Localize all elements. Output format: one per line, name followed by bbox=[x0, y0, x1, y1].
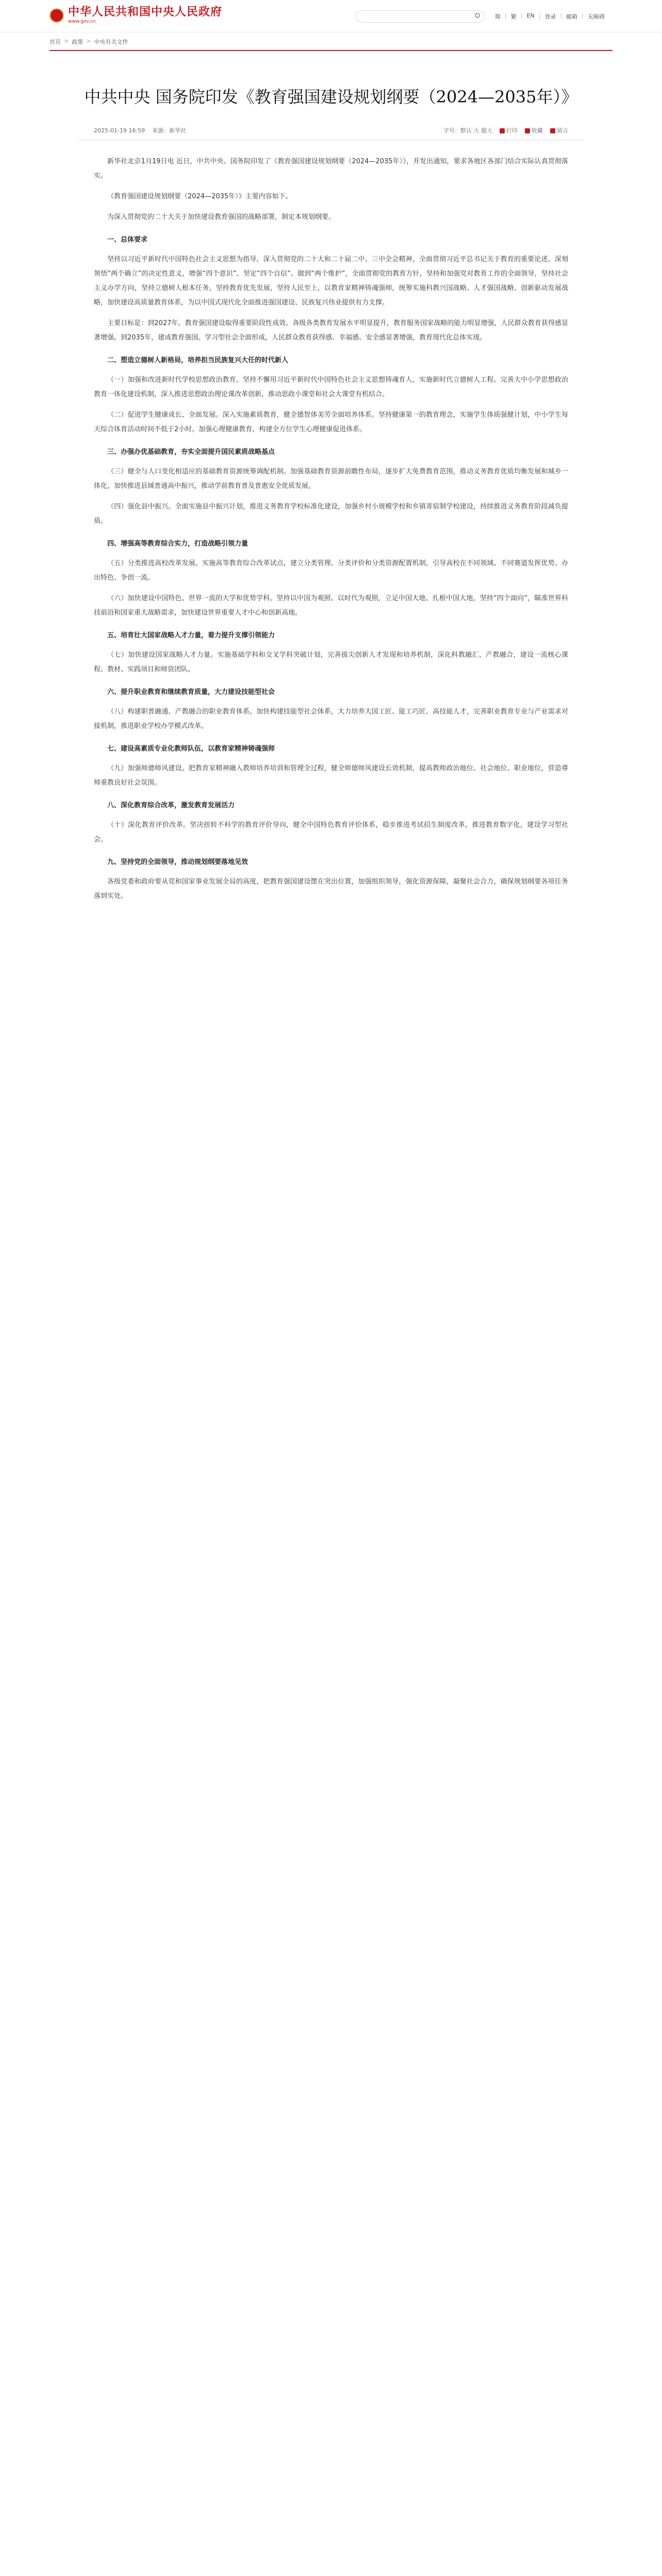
section-heading: 七、建设高素质专业化教师队伍，以教育家精神铸魂强师 bbox=[107, 745, 275, 753]
article-meta bbox=[78, 126, 584, 134]
paragraph: （八）构建职普融通、产教融合的职业教育体系。加快构建技能型社会体系，大力培养大国工匠、能工巧匠、高技能人才，完善职业教育专业与产业需求对接机制，推进职业学校办学模式改革。 bbox=[94, 708, 568, 730]
comment-button[interactable]: 留言 bbox=[550, 126, 568, 134]
section-heading: 四、增强高等教育综合实力，打造战略引领力量 bbox=[107, 540, 249, 548]
article-source: 来源：新华社 bbox=[152, 127, 187, 134]
paragraph: 《教育强国建设规划纲要（2024—2035年）》主要内容如下。 bbox=[107, 193, 292, 200]
site-logo[interactable] bbox=[49, 6, 222, 25]
paragraph: （九）加强师德师风建设。把教育家精神融入教师培养培训和管理全过程，健全师德师风建设长效机制，提高教师政治地位、社会地位、职业地位，营造尊师重教良好社会氛围。 bbox=[94, 765, 568, 787]
paragraph: 新华社北京1月19日电 近日，中共中央、国务院印发了《教育强国建设规划纲要（2024—2035年）》，并发出通知，要求各地区各部门结合实际认真贯彻落实。 bbox=[94, 158, 568, 180]
paragraph: （四）强化县中振兴。全面实施县中振兴计划，推进义务教育学校标准化建设，加强乡村小规模学校和乡镇寄宿制学校建设，持续推进义务教育阶段减负提质。 bbox=[94, 503, 568, 525]
breadcrumb: 首页 > 政策 > 中央有关文件 bbox=[49, 38, 128, 45]
paragraph: （五）分类推进高校改革发展。实施高等教育综合改革试点，建立分类管理、分类评价和分类资源配置机制，引导高校在不同领域、不同赛道发挥优势、办出特色、争创一流。 bbox=[94, 560, 568, 582]
nav-mail[interactable]: 邮箱 bbox=[566, 13, 578, 20]
section-heading: 一、总体要求 bbox=[107, 236, 148, 244]
national-emblem-icon bbox=[49, 8, 64, 23]
star-icon bbox=[525, 128, 530, 133]
article-body bbox=[78, 140, 584, 904]
paragraph: （三）健全与人口变化相适应的基础教育资源统筹调配机制。加强基础教育资源前瞻性布局，逐步扩大免费教育范围，推动义务教育优质均衡发展和城乡一体化，加快推进县域普通高中振兴，推动学前教育普及普惠安全优质发展。 bbox=[94, 468, 568, 490]
font-size-control[interactable]: 字号：默认 大 超大 bbox=[443, 127, 492, 134]
breadcrumb-policy[interactable]: 政策 bbox=[72, 39, 84, 45]
article bbox=[78, 85, 584, 904]
site-url: www.gov.cn bbox=[68, 19, 96, 24]
article-date: 2025-01-19 16:59 bbox=[94, 127, 145, 134]
nav-simplified[interactable]: 简 bbox=[495, 13, 501, 20]
paragraph: （一）加强和改进新时代学校思想政治教育。坚持不懈用习近平新时代中国特色社会主义思想铸魂育人，实施新时代立德树人工程。完善大中小学思想政治教育一体化建设机制，深入推进思想政治理论课改革创新，推动思政小课堂和社会大课堂有机结合。 bbox=[94, 376, 568, 398]
paragraph: 各级党委和政府要从党和国家事业发展全局的高度，把教育强国建设摆在突出位置，加强组织领导，强化资源保障，凝聚社会合力，确保规划纲要各项任务落到实处。 bbox=[94, 878, 568, 900]
comment-icon bbox=[550, 128, 555, 133]
section-heading: 三、办强办优基础教育，夯实全面提升国民素质战略基点 bbox=[107, 448, 275, 456]
print-button[interactable]: 打印 bbox=[500, 126, 518, 134]
paragraph: （七）加快建设国家战略人才力量。实施基础学科和交叉学科突破计划，完善拔尖创新人才发现和培养机制，深化科教融汇、产教融合，建设一流核心课程、教材、实践项目和师资团队。 bbox=[94, 651, 568, 673]
section-heading: 八、深化教育综合改革，激发教育发展活力 bbox=[107, 802, 235, 809]
breadcrumb-divider bbox=[49, 50, 613, 51]
breadcrumb-home[interactable]: 首页 bbox=[49, 39, 61, 45]
paragraph: （十）深化教育评价改革。坚决扭转不科学的教育评价导向，健全中国特色教育评价体系，稳步推进考试招生制度改革，推进教育数字化，建设学习型社会。 bbox=[94, 821, 568, 843]
nav-traditional[interactable]: 繁 bbox=[510, 13, 517, 20]
nav-accessibility[interactable]: 无障碍 bbox=[587, 13, 605, 20]
paragraph: 主要目标是：到2027年，教育强国建设取得重要阶段性成效。各级各类教育发展水平明显提升，教育服务国家战略的能力明显增强，人民群众教育获得感显著增强。到2035年，建成教育强国。学习型社会全面形成，人民群众教育获得感、幸福感、安全感显著增强，教育现代化总体实现。 bbox=[94, 319, 568, 342]
search-icon[interactable] bbox=[475, 13, 480, 18]
article-tools bbox=[443, 126, 568, 134]
paragraph: （二）促进学生健康成长、全面发展。深入实施素质教育，健全德智体美劳全面培养体系。坚持健康第一的教育理念，实施学生体质强健计划，中小学生每天综合体育活动时间不低于2小时。加强心理健康教育，构建全方位学生心理健康促进体系。 bbox=[94, 411, 568, 433]
section-heading: 五、培育壮大国家战略人才力量，着力提升支撑引领能力 bbox=[107, 632, 275, 639]
article-title: 中共中央 国务院印发《教育强国建设规划纲要（2024—2035年）》 bbox=[84, 87, 578, 107]
nav-english[interactable]: EN bbox=[526, 12, 535, 19]
search-box bbox=[356, 10, 485, 23]
nav-login[interactable]: 登录 bbox=[544, 13, 556, 20]
section-heading: 九、坚持党的全面领导，推动规划纲要落地见效 bbox=[107, 858, 249, 866]
breadcrumb-central-docs[interactable]: 中央有关文件 bbox=[94, 39, 128, 45]
paragraph: （六）加快建设中国特色、世界一流的大学和优势学科。坚持以中国为观照、以时代为观照，立足中国大地、扎根中国大地，坚持“四个面向”，瞄准世界科技前沿和国家重大战略需求，加快建设世界重要人才中心和创新高地。 bbox=[94, 595, 568, 617]
top-nav: 简 | 繁 | EN | 登录 | 邮箱 | 无障碍 bbox=[495, 12, 605, 20]
section-heading: 六、提升职业教育和继续教育质量，大力建设技能型社会 bbox=[107, 688, 275, 696]
paragraph: 为深入贯彻党的二十大关于加快建设教育强国的战略部署，制定本规划纲要。 bbox=[107, 213, 336, 221]
search-input[interactable] bbox=[361, 11, 472, 23]
site-header bbox=[0, 0, 662, 32]
site-name: 中华人民共和国中央人民政府 bbox=[68, 6, 223, 19]
print-icon bbox=[500, 128, 505, 133]
section-heading: 二、塑造立德树人新格局，培养担当民族复兴大任的时代新人 bbox=[107, 357, 289, 364]
paragraph: 坚持以习近平新时代中国特色社会主义思想为指导，深入贯彻党的二十大和二十届二中、三中全会精神，全面贯彻习近平总书记关于教育的重要论述，深刻领悟“两个确立”的决定性意义，增强“四个意识”、坚定“四个自信”、做到“两个维护”，全面贯彻党的教育方针，坚持和加强党对教育工作的全面领导，坚持社会主义办学方向，坚持立德树人根本任务，坚持教育优先发展，坚持人民至上，以教育家精神铸魂强师，统筹实施科教兴国战略、人才强国战略、创新驱动发展战略，加快建设高质量教育体系，为以中国式现代化全面推进强国建设、民族复兴伟业提供有力支撑。 bbox=[94, 256, 568, 307]
favorite-button[interactable]: 收藏 bbox=[525, 126, 543, 134]
